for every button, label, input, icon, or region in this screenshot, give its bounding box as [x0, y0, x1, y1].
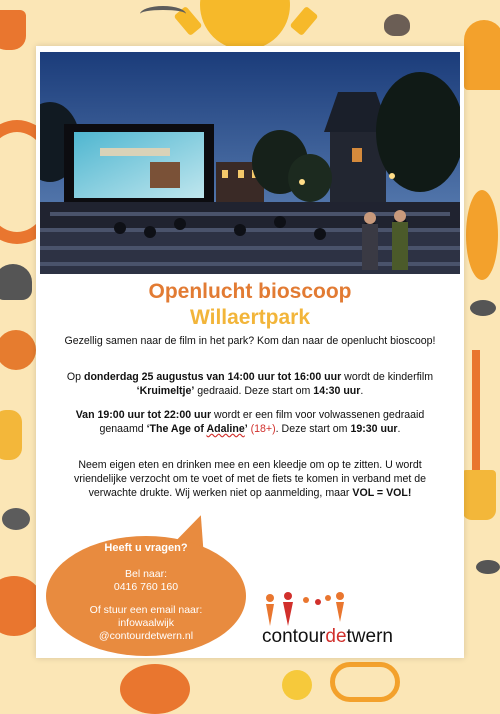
phone-number[interactable]: 0416 760 160: [113, 581, 179, 593]
intro-paragraph: Gezellig samen naar de film in het park? Kom dan naar de openlucht bioscoop!: [64, 335, 436, 347]
flipflop-decoration: [470, 300, 496, 316]
call-label: Bel naar:: [124, 568, 168, 580]
kids-film-paragraph: Op donderdag 25 augustus van 14:00 uur tot 16:00 uur wordt de kinderfilm ‘Kruimeltje’ gedraaid. Deze start om 14:30 uur.: [66, 371, 434, 397]
rubber-duck-decoration: [282, 670, 312, 700]
hat-decoration: [0, 330, 36, 370]
seagull-decoration: [140, 6, 186, 22]
contact-email-block: [56, 604, 236, 643]
notes-paragraph: Neem eigen eten en drinken mee en een kleedje om op te zitten. U wordt vriendelijke verzocht om te voet of met de fiets te komen in verband met de verwachte drukte. Wij werken niet op aanmelding, maar VOL = VOL!: [73, 459, 427, 499]
beachball-decoration: [120, 664, 190, 714]
logo-figures-icon: [262, 592, 372, 628]
adult-film-title: ‘The Age of Adaline’: [146, 423, 248, 435]
age-rating: (18+): [247, 423, 276, 435]
email-line-1[interactable]: infowaalwijk: [117, 617, 175, 629]
contact-question: Heeft u vragen?: [104, 542, 188, 554]
cinema-illustration: [40, 52, 460, 274]
surfboard-decoration: [466, 190, 498, 280]
shell-decoration: [0, 264, 32, 300]
fish-decoration: [476, 560, 500, 574]
heart-decoration: [384, 14, 410, 36]
poster-subtitle: Willaertpark: [189, 306, 311, 329]
vol-is-vol: VOL = VOL!: [352, 487, 412, 499]
poster-title: Openlucht bioscoop: [148, 280, 352, 303]
adult-film-paragraph: Van 19:00 uur tot 22:00 uur wordt er een film voor volwassenen gedraaid genaamd ‘The Age of Adaline’ (18+). Deze start om 19:30 uur.: [75, 409, 425, 435]
logo-wordmark: contourdetwern: [262, 626, 393, 647]
kids-film-title: ‘Kruimeltje’: [136, 385, 195, 397]
adult-film-start: 19:30 uur: [350, 423, 398, 435]
poster-card: [36, 46, 464, 658]
kids-film-start: 14:30 uur: [313, 385, 361, 397]
crab-decoration: [2, 508, 30, 530]
bucket-decoration: [462, 470, 496, 520]
sun-decoration: [200, 0, 290, 50]
kids-film-time: donderdag 25 augustus van 14:00 uur tot 16:00 uur: [83, 371, 342, 383]
email-line-2[interactable]: @contourdetwern.nl: [98, 630, 194, 642]
sunglasses-decoration: [330, 662, 400, 702]
email-label: Of stuur een email naar:: [89, 604, 203, 616]
adult-film-time: Van 19:00 uur tot 22:00 uur: [75, 409, 212, 421]
open-air-cinema-photo: [40, 52, 460, 274]
bucket-decoration: [0, 10, 26, 50]
shovel-decoration: [472, 350, 480, 470]
sun-ray-decoration: [290, 6, 319, 36]
contact-phone-block: [56, 568, 236, 594]
pineapple-decoration: [0, 410, 22, 460]
ice-cream-decoration: [464, 20, 500, 90]
